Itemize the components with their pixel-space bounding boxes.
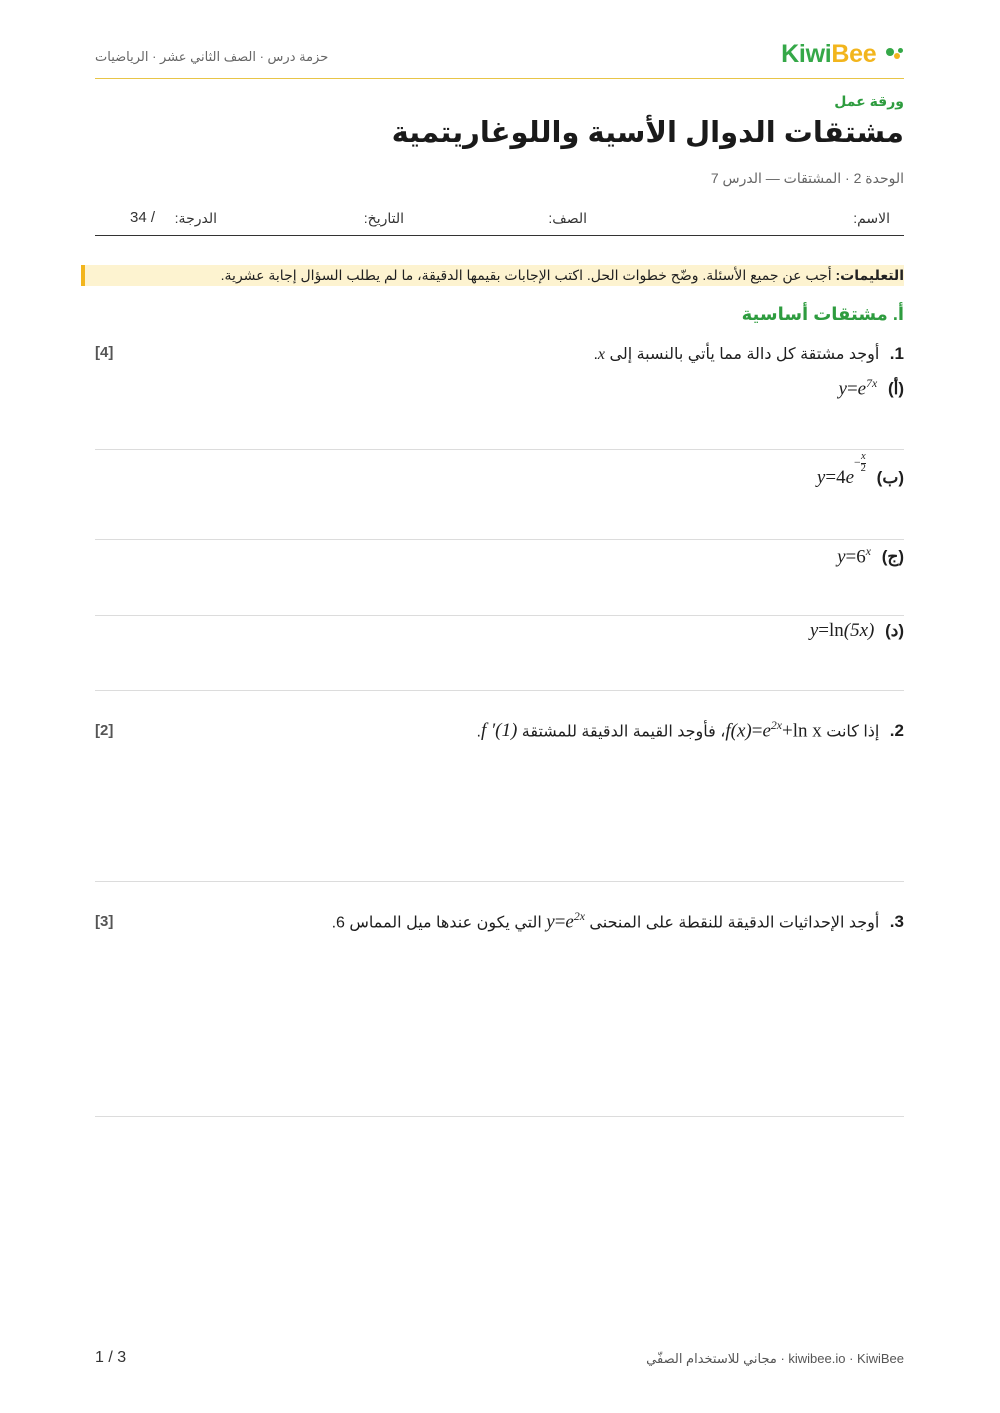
math-token: =: [825, 467, 837, 489]
math-token: 4: [836, 467, 846, 489]
instructions-label: التعليمات:: [835, 267, 904, 283]
sub-question-label: (د): [885, 621, 904, 640]
math-exponent: 2x: [573, 910, 585, 923]
question-text: [477, 719, 904, 742]
math-token: =: [751, 720, 763, 742]
sub-question-label: (ب): [876, 468, 904, 488]
answer-line: [95, 615, 904, 616]
math-token: =: [818, 620, 829, 641]
marks-badge: [4]: [95, 344, 114, 361]
sub-question-label: (أ): [887, 379, 904, 399]
math-variable: x: [597, 346, 606, 363]
math-token: x: [860, 451, 866, 462]
math-token: =: [846, 378, 858, 400]
math-expression: [546, 910, 585, 933]
math-exponent: 7x: [866, 377, 878, 390]
sub-question-c: [837, 545, 904, 568]
math-expression: f ′(1): [480, 720, 518, 742]
answer-line: [95, 1116, 904, 1117]
logo-kiwi-text: Kiwi: [781, 40, 832, 68]
math-token: y: [838, 378, 847, 400]
math-token: (5x): [843, 620, 875, 641]
answer-line: [95, 690, 904, 691]
math-fraction: [861, 452, 866, 474]
math-token: y: [837, 546, 846, 568]
sub-question-d: [810, 620, 904, 642]
question-number: 1.: [889, 344, 904, 363]
math-token: 2: [860, 462, 866, 474]
question-text-part: .: [476, 723, 481, 741]
name-field-label[interactable]: الاسم:: [853, 210, 890, 226]
question-text-part: إذا كانت: [821, 723, 880, 741]
math-expression: [725, 719, 821, 742]
math-token: y: [816, 467, 826, 489]
math-token: e: [565, 911, 574, 933]
answer-line: [95, 449, 904, 450]
math-token: ln: [828, 620, 844, 641]
breadcrumb: حزمة درس · الصف الثاني عشر · الرياضيات: [95, 49, 329, 64]
math-token: +ln x: [782, 720, 822, 742]
section-heading: أ. مشتقات أساسية: [741, 304, 904, 324]
math-token: y: [809, 620, 819, 641]
question-text-part: أوجد الإحداثيات الدقيقة للنقطة على المنحنى: [584, 914, 880, 932]
question-text: [332, 910, 904, 933]
math-token: e: [845, 467, 854, 489]
math-exponent: [854, 451, 866, 474]
math-token: =: [554, 911, 566, 933]
sub-question-b: [816, 451, 904, 489]
marks-badge: [3]: [95, 913, 114, 930]
answer-line: [95, 881, 904, 882]
math-token: 6: [856, 546, 866, 568]
math-exponent: 2x: [770, 719, 783, 732]
sub-question-label: (ج): [881, 547, 904, 567]
math-expression: [816, 451, 866, 489]
worksheet-page: [95, 0, 904, 1413]
math-expression: [810, 620, 875, 642]
question-number: 2.: [889, 721, 904, 741]
math-expression: [837, 545, 871, 568]
math-token: −: [854, 455, 861, 469]
class-field-label[interactable]: الصف:: [548, 210, 587, 226]
answer-line: [95, 539, 904, 540]
unit-lesson-line: الوحدة 2 · المشتقات — الدرس 7: [710, 170, 904, 186]
grade-field-label: الدرجة:: [174, 210, 217, 226]
math-expression: [839, 377, 878, 400]
question-1: [95, 344, 904, 368]
footer-credit: kiwibee.io · KiwiBee · مجاني للاستخدام الصفّي: [646, 1351, 904, 1366]
grade-total: 34 /: [130, 209, 156, 226]
math-token: y: [546, 911, 555, 933]
logo-bee-text: Bee: [831, 40, 877, 68]
page-header: [95, 38, 904, 79]
sub-question-a: [839, 377, 904, 400]
leaf-icon: [886, 47, 904, 63]
question-2: [95, 719, 904, 745]
page-number: 1 / 3: [95, 1349, 127, 1366]
math-token: =: [845, 546, 857, 568]
kiwibee-logo: [781, 40, 904, 69]
marks-badge: [2]: [95, 722, 114, 739]
date-field-label[interactable]: التاريخ:: [363, 210, 404, 226]
math-token: f(x): [725, 720, 752, 742]
worksheet-label: ورقة عمل: [834, 93, 904, 109]
question-number: 3.: [889, 912, 904, 932]
math-exponent: x: [865, 545, 871, 558]
instructions-box: [81, 265, 904, 286]
page-title: مشتقات الدوال الأسية واللوغاريتمية: [391, 117, 904, 149]
math-token: e: [762, 720, 771, 742]
instructions-text: أجب عن جميع الأسئلة. وضّح خطوات الحل. اكتب الإجابات بقيمها الدقيقة، ما لم يطلب السؤال إجابة عشرية.: [220, 267, 836, 283]
math-token: e: [857, 378, 867, 400]
question-text: [593, 344, 904, 364]
question-text-part: التي يكون عندها ميل المماس 6.: [331, 914, 547, 932]
question-3: [95, 910, 904, 936]
question-text-part: ، فأوجد القيمة الدقيقة للمشتقة: [517, 723, 726, 741]
question-text-part: أوجد مشتقة كل دالة مما يأتي بالنسبة إلى: [605, 346, 880, 363]
question-text-part: .: [593, 346, 598, 363]
student-info-row: [95, 200, 904, 236]
